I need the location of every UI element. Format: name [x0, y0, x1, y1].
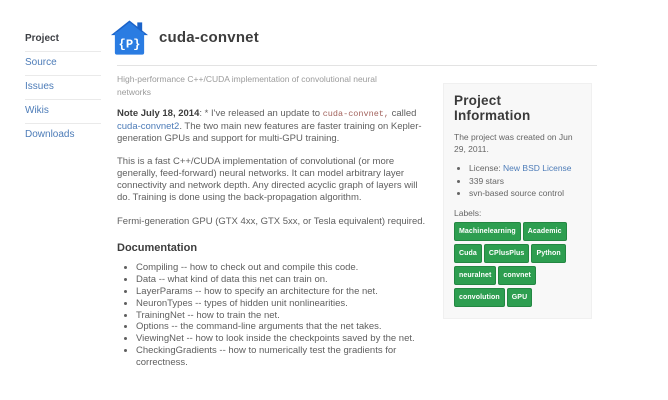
stars-item: • 339 stars	[469, 175, 581, 188]
sidebar	[25, 33, 101, 147]
description-paragraph: This is a fast C++/CUDA implementation of convolutional (or more generally, feed-forward) neural networks. It can model arbitrary layer connectivity and network depth. Any directed acyclic graph of layers will do. Training is done using the back-propagation algorithm.	[117, 156, 418, 203]
documentation-heading: Documentation	[117, 242, 198, 255]
note-text-2: called	[389, 108, 417, 119]
note-text-3: . The two main new features are faster training on Kepler-generation GPUs and support for multi-GPU training.	[117, 120, 422, 144]
project-tagline: High-performance C++/CUDA implementation of convolutional neural networks	[117, 74, 377, 97]
license-item	[469, 162, 581, 175]
note-paragraph	[117, 108, 427, 144]
project-house-icon	[110, 19, 149, 57]
note-text-1: : * I've released an update to	[199, 108, 323, 119]
label-cuda[interactable]: Cuda	[454, 244, 482, 263]
cuda-convnet2-link[interactable]: cuda-convnet2	[117, 120, 180, 132]
sidebar-item-project[interactable]: Project	[25, 33, 101, 52]
logo-p-glyph: {P}	[118, 37, 141, 52]
doc-item-layerparams: • LayerParams -- how to specify an architecture for the net.	[136, 286, 427, 298]
project-information-panel	[443, 83, 592, 319]
license-label: License:	[469, 163, 504, 173]
gpu-requirement-paragraph: Fermi-generation GPU (GTX 4xx, GTX 5xx, or Tesla equivalent) required.	[117, 215, 426, 227]
label-convnet[interactable]: convnet	[498, 266, 536, 285]
doc-item-compiling: • Compiling -- how to check out and compile this code.	[136, 262, 427, 274]
main-content	[117, 73, 427, 369]
sidebar-item-issues[interactable]: Issues	[25, 76, 101, 100]
cuda-convnet-code: cuda-convnet,	[322, 109, 389, 119]
sidebar-item-downloads[interactable]: Downloads	[25, 129, 75, 140]
labels-heading: Labels:	[454, 207, 482, 218]
sidebar-item-source[interactable]: Source	[25, 52, 101, 76]
project-information-heading: Project Information	[454, 93, 531, 123]
label-machinelearning[interactable]: Machinelearning	[454, 222, 521, 241]
source-control-item: • svn-based source control	[469, 187, 581, 200]
label-neuralnet[interactable]: neuralnet	[454, 266, 496, 285]
doc-item-options: • Options -- the command-line arguments that the net takes.	[136, 321, 427, 333]
label-academic[interactable]: Academic	[523, 222, 567, 241]
note-date: Note July 18, 2014	[117, 108, 200, 119]
label-convolution[interactable]: convolution	[454, 288, 505, 307]
doc-item-checkinggradients: • CheckingGradients -- how to numerically test the gradients for correctness.	[136, 345, 427, 369]
doc-item-trainingnet: • TrainingNet -- how to train the net.	[136, 310, 427, 322]
project-info-list	[469, 162, 581, 200]
created-date-text: The project was created on Jun 29, 2011.	[454, 132, 573, 154]
doc-item-neurontypes: • NeuronTypes -- types of hidden unit nonlinearities.	[136, 298, 427, 310]
label-gpu[interactable]: GPU	[507, 288, 532, 307]
sidebar-item-wikis[interactable]: Wikis	[25, 100, 101, 124]
doc-item-viewingnet: • ViewingNet -- how to look inside the checkpoints saved by the net.	[136, 333, 427, 345]
labels-badges	[454, 222, 581, 310]
license-link[interactable]: New BSD License	[503, 163, 572, 173]
documentation-list	[136, 262, 427, 368]
label-python[interactable]: Python	[531, 244, 565, 263]
page-title: cuda-convnet	[159, 29, 259, 46]
label-cplusplus[interactable]: CPlusPlus	[484, 244, 530, 263]
header-divider	[117, 65, 597, 66]
doc-item-data: • Data -- what kind of data this net can train on.	[136, 274, 427, 286]
